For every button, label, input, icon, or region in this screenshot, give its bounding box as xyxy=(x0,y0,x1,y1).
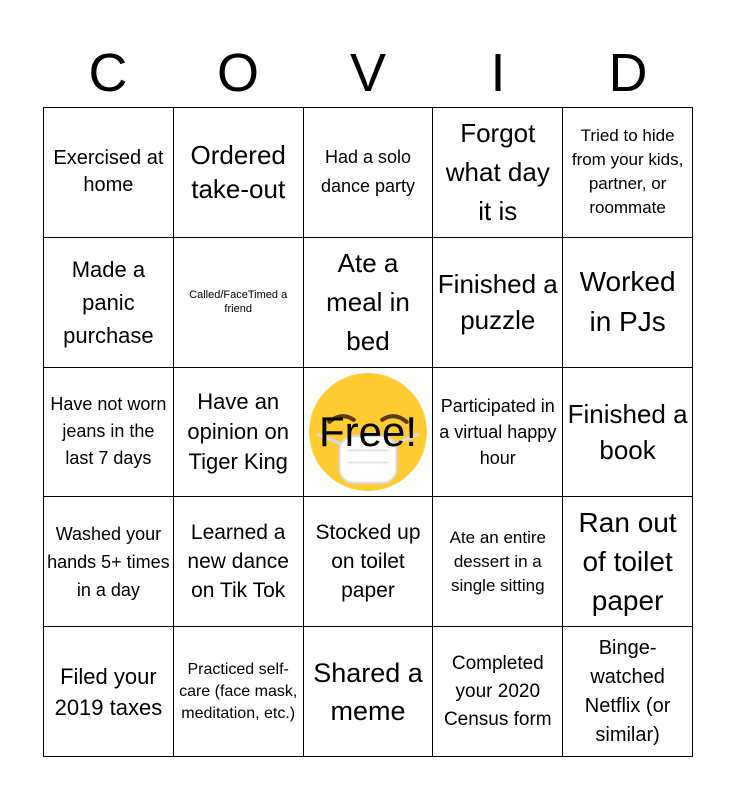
bingo-cell[interactable] xyxy=(304,627,434,757)
bingo-cell[interactable] xyxy=(174,238,304,368)
bingo-cell[interactable] xyxy=(44,627,174,757)
cell-label: Finished a book xyxy=(567,398,688,465)
bingo-cell[interactable] xyxy=(433,238,563,368)
free-space[interactable] xyxy=(304,368,434,498)
cell-label: Ate a meal in bed xyxy=(326,247,410,356)
cell-label: Forgot what day it is xyxy=(445,117,550,226)
bingo-cell[interactable] xyxy=(44,238,174,368)
free-label: Free! xyxy=(318,407,417,455)
bingo-cell[interactable] xyxy=(44,368,174,498)
cell-label: Participated in a virtual happy hour xyxy=(439,395,557,468)
bingo-cell[interactable] xyxy=(44,108,174,238)
cell-label: Have not worn jeans in the last 7 days xyxy=(50,394,167,469)
cell-label: Ate an entire dessert in a single sitting xyxy=(449,527,546,595)
bingo-cell[interactable] xyxy=(433,368,563,498)
cell-label: Called/FaceTimed a friend xyxy=(189,289,288,316)
cell-label: Made a panic purchase xyxy=(63,256,154,348)
bingo-cell[interactable] xyxy=(433,497,563,627)
bingo-cell[interactable] xyxy=(304,497,434,627)
bingo-cell[interactable] xyxy=(174,368,304,498)
header-letter-v: V xyxy=(349,43,387,103)
cell-label: Ordered take-out xyxy=(190,140,286,205)
cell-label: Shared a meme xyxy=(313,657,423,726)
bingo-cell[interactable] xyxy=(304,238,434,368)
bingo-cell[interactable] xyxy=(304,108,434,238)
cell-label: Practiced self-care (face mask, meditation, etc.) xyxy=(179,660,298,722)
cell-label: Filed your 2019 taxes xyxy=(54,663,163,720)
bingo-card-grid xyxy=(43,107,693,757)
cell-label: Finished a puzzle xyxy=(437,269,558,336)
cell-label: Exercised at home xyxy=(53,147,164,197)
bingo-cell[interactable] xyxy=(433,627,563,757)
bingo-cell[interactable] xyxy=(433,108,563,238)
cell-label: Binge-watched Netflix (or similar) xyxy=(584,636,671,746)
bingo-header xyxy=(43,40,693,106)
bingo-cell[interactable] xyxy=(563,497,693,627)
bingo-cell[interactable] xyxy=(563,627,693,757)
cell-label: Worked in PJs xyxy=(579,266,676,338)
cell-label: Tried to hide from your kids, partner, or roommate xyxy=(571,126,684,218)
bingo-cell[interactable] xyxy=(563,238,693,368)
bingo-cell[interactable] xyxy=(174,627,304,757)
cell-label: Stocked up on toilet paper xyxy=(315,521,421,603)
bingo-cell[interactable] xyxy=(174,108,304,238)
bingo-cell[interactable] xyxy=(44,497,174,627)
cell-label: Had a solo dance party xyxy=(320,147,416,197)
cell-label: Washed your hands 5+ times in a day xyxy=(47,523,170,600)
cell-label: Learned a new dance on Tik Tok xyxy=(187,521,289,603)
header-letter-i: I xyxy=(490,43,506,103)
header-letter-d: D xyxy=(608,43,648,103)
bingo-cell[interactable] xyxy=(563,108,693,238)
header-letter-o: O xyxy=(216,43,259,103)
cell-label: Ran out of toilet paper xyxy=(578,507,677,617)
bingo-cell[interactable] xyxy=(563,368,693,498)
header-letter-c: C xyxy=(88,43,128,103)
cell-label: Completed your 2020 Census form xyxy=(443,652,552,730)
bingo-cell[interactable] xyxy=(174,497,304,627)
cell-label: Have an opinion on Tiger King xyxy=(187,388,289,474)
